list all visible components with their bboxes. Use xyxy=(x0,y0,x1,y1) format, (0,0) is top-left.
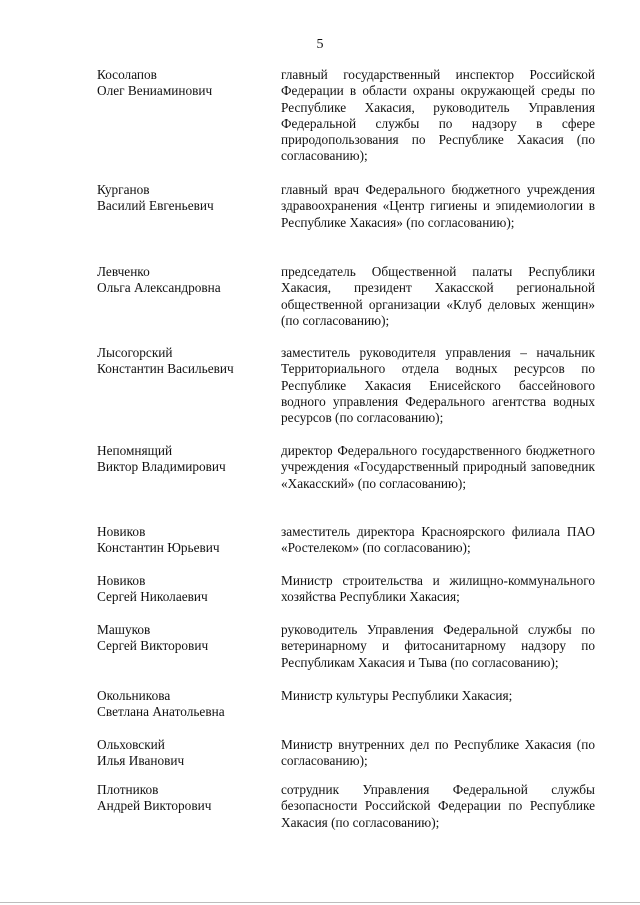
page-number: 5 xyxy=(316,37,324,52)
member-surname: Непомнящий xyxy=(97,443,173,458)
member-position: главный государственный инспектор Российской Федерации в области охраны окружающей среды по Республике Хакасия, руководитель Управления Федеральной службы по надзору в сфере природопользования по Республике Хакасия (по согласованию); xyxy=(281,67,595,164)
member-surname: Левченко xyxy=(97,264,150,279)
member-name xyxy=(97,182,277,215)
member-given-names: Сергей Николаевич xyxy=(97,589,208,605)
member-name xyxy=(97,67,277,100)
member-position: Министр культуры Республики Хакасия; xyxy=(281,688,513,703)
member-surname: Ольховский xyxy=(97,737,165,752)
member-given-names: Илья Иванович xyxy=(97,753,185,769)
member-given-names: Константин Юрьевич xyxy=(97,540,220,556)
member-surname: Лысогорский xyxy=(97,345,173,360)
member-given-names: Андрей Викторович xyxy=(97,798,212,814)
member-given-names: Олег Вениаминович xyxy=(97,83,213,99)
member-name xyxy=(97,443,277,476)
member-position: руководитель Управления Федеральной службы по ветеринарному и фитосанитарному надзору по Республикам Хакасия и Тыва (по согласованию); xyxy=(281,622,595,670)
member-surname: Курганов xyxy=(97,182,150,197)
member-surname: Новиков xyxy=(97,573,146,588)
member-given-names: Константин Васильевич xyxy=(97,361,234,377)
member-name xyxy=(97,524,277,557)
member-name xyxy=(97,264,277,297)
member-position: главный врач Федерального бюджетного учреждения здравоохранения «Центр гигиены и эпидемиологии в Республике Хакасия» (по согласованию); xyxy=(281,182,595,230)
member-name xyxy=(97,573,277,606)
member-name xyxy=(97,782,277,815)
member-name xyxy=(97,737,277,770)
member-name xyxy=(97,688,277,721)
page-edge-divider xyxy=(0,902,640,903)
member-given-names: Ольга Александровна xyxy=(97,280,221,296)
member-name xyxy=(97,345,277,378)
member-given-names: Василий Евгеньевич xyxy=(97,198,214,214)
member-surname: Новиков xyxy=(97,524,146,539)
member-surname: Косолапов xyxy=(97,67,157,82)
member-position: директор Федерального государственного бюджетного учреждения «Государственный природный заповедник «Хакасский» (по согласованию); xyxy=(281,443,595,491)
member-position: Министр внутренних дел по Республике Хакасия (по согласованию); xyxy=(281,737,595,769)
member-surname: Окольникова xyxy=(97,688,171,703)
member-position: Министр строительства и жилищно-коммунального хозяйства Республики Хакасия; xyxy=(281,573,595,605)
member-given-names: Светлана Анатольевна xyxy=(97,704,225,720)
member-surname: Машуков xyxy=(97,622,151,637)
member-position: заместитель руководителя управления – начальник Территориального отдела водных ресурсов по Республике Хакасия Енисейского бассейнового водного управления Федерального агентства водных ресурсов (по согласованию); xyxy=(281,345,595,426)
member-given-names: Сергей Викторович xyxy=(97,638,209,654)
member-position: заместитель директора Красноярского филиала ПАО «Ростелеком» (по согласованию); xyxy=(281,524,595,556)
member-name xyxy=(97,622,277,655)
member-position: сотрудник Управления Федеральной службы безопасности Российской Федерации по Республике Хакасия (по согласованию); xyxy=(281,782,595,830)
member-given-names: Виктор Владимирович xyxy=(97,459,226,475)
member-position: председатель Общественной палаты Республики Хакасия, президент Хакасской региональной общественной организации «Клуб деловых женщин» (по согласованию); xyxy=(281,264,595,328)
member-surname: Плотников xyxy=(97,782,159,797)
